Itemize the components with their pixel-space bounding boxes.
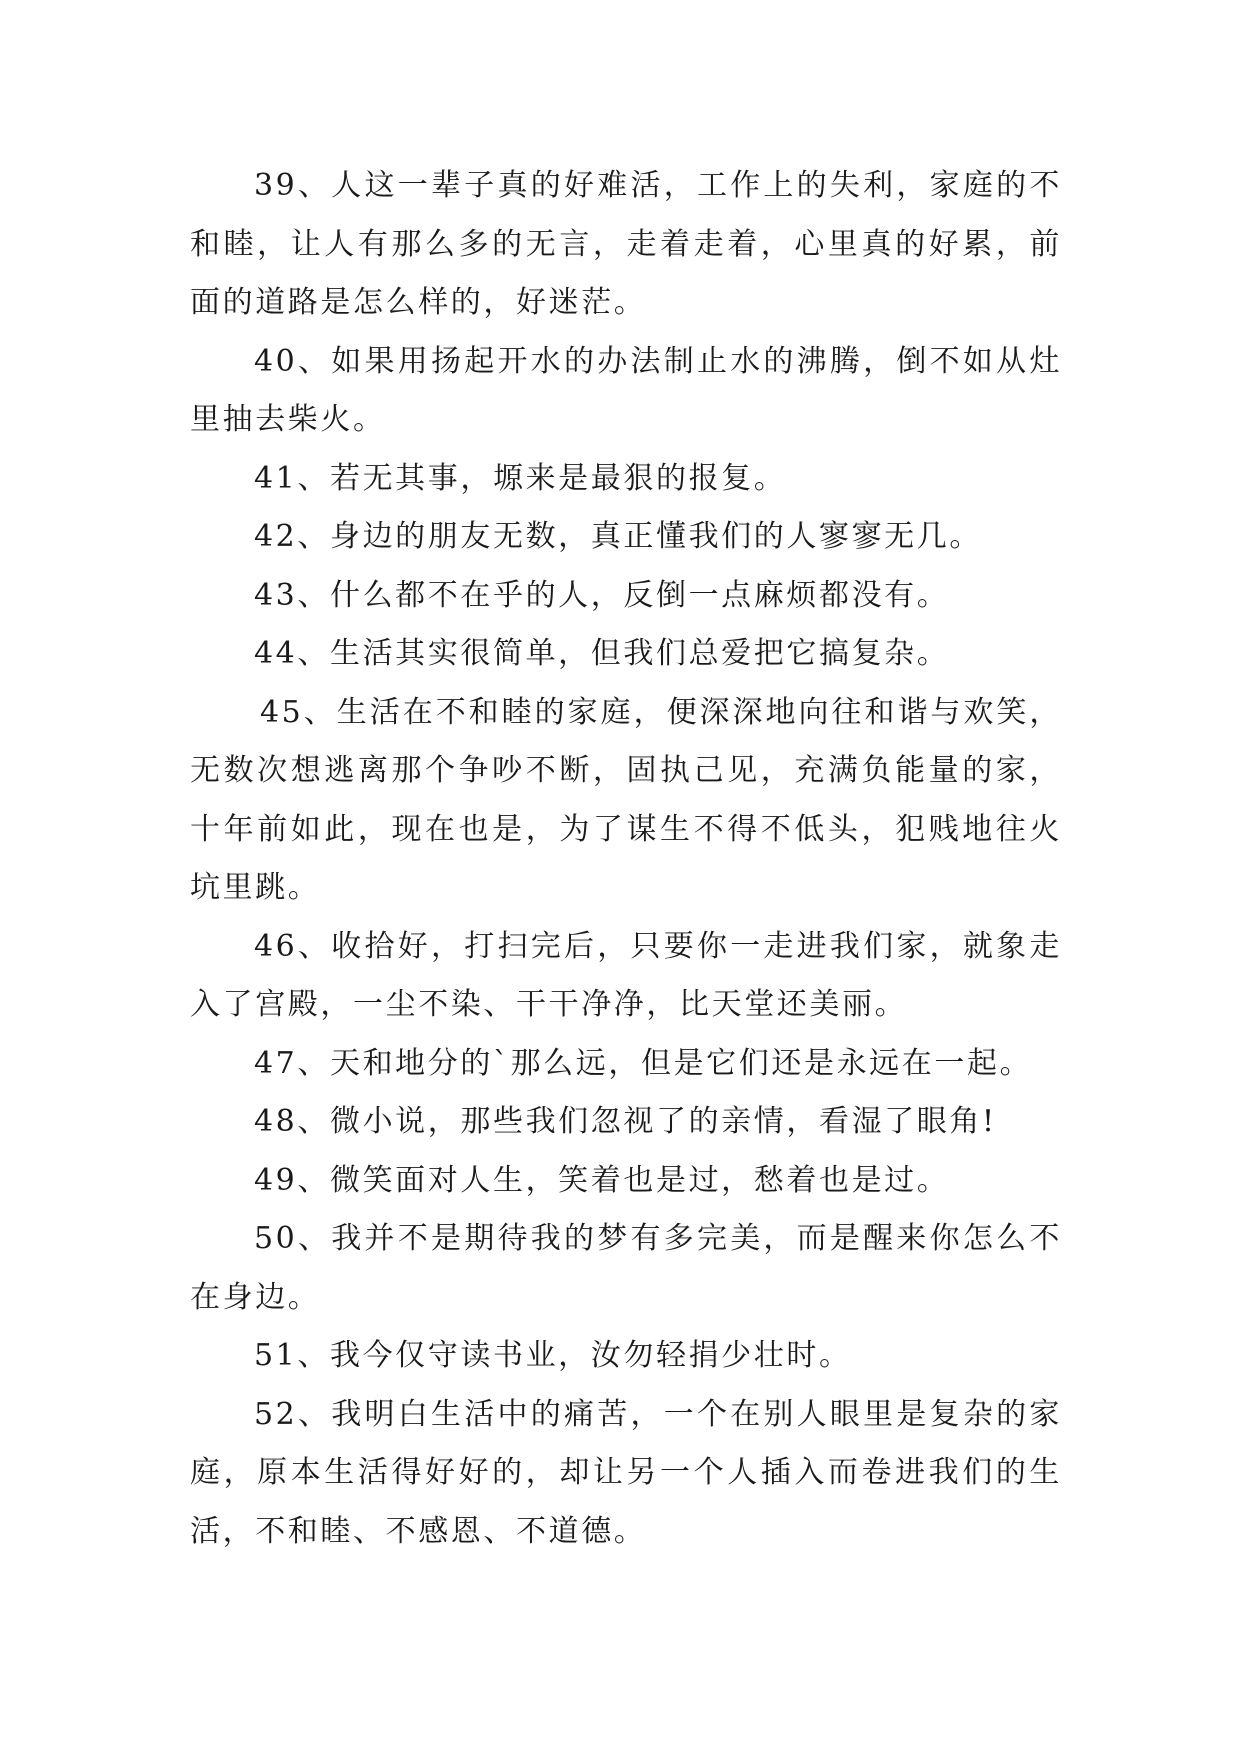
paragraph-50: 50、我并不是期待我的梦有多完美，而是醒来你怎么不在身边。 <box>190 1221 1062 1315</box>
paragraph-47: 47、天和地分的`那么远，但是它们还是永远在一起。 <box>254 1045 1033 1081</box>
paragraph-49: 49、微笑面对人生，笑着也是过，愁着也是过。 <box>254 1162 950 1198</box>
paragraph-45: 45、生活在不和睦的家庭，便深深地向往和谐与欢笑，无数次想逃离那个争吵不断，固执己见，充满负能量的家，十年前如此，现在也是，为了谋生不得不低头，犯贱地往火坑里跳。 <box>190 694 1062 905</box>
paragraph-44: 44、生活其实很简单，但我们总爱把它搞复杂。 <box>254 636 950 671</box>
paragraph-41: 41、若无其事，塬来是最狠的报复。 <box>254 460 787 496</box>
paragraph-46: 46、收拾好，打扫完后，只要你一走进我们家，就象走入了宫殿，一尘不染、干干净净，比天堂还美丽。 <box>190 928 1062 1022</box>
paragraph-40: 40、如果用扬起开水的办法制止水的沸腾，倒不如从灶里抽去柴火。 <box>190 343 1062 437</box>
paragraph-39: 39、人这一辈子真的好难活，工作上的失利，家庭的不和睦，让人有那么多的无言，走着走着，心里真的好累，前面的道路是怎么样的，好迷茫。 <box>190 168 1062 320</box>
paragraph-51: 51、我今仅守读书业，汝勿轻捐少壮时。 <box>254 1338 852 1373</box>
paragraph-48: 48、微小说，那些我们忽视了的亲情，看湿了眼角! <box>254 1104 997 1139</box>
document-body <box>190 157 1062 1561</box>
paragraph-43: 43、什么都不在乎的人，反倒一点麻烦都没有。 <box>254 577 950 613</box>
paragraph-42: 42、身边的朋友无数，真正懂我们的人寥寥无几。 <box>254 519 982 554</box>
paragraph-52: 52、我明白生活中的痛苦，一个在别人眼里是复杂的家庭，原本生活得好好的，却让另一个人插入而卷进我们的生活，不和睦、不感恩、不道德。 <box>190 1396 1062 1549</box>
